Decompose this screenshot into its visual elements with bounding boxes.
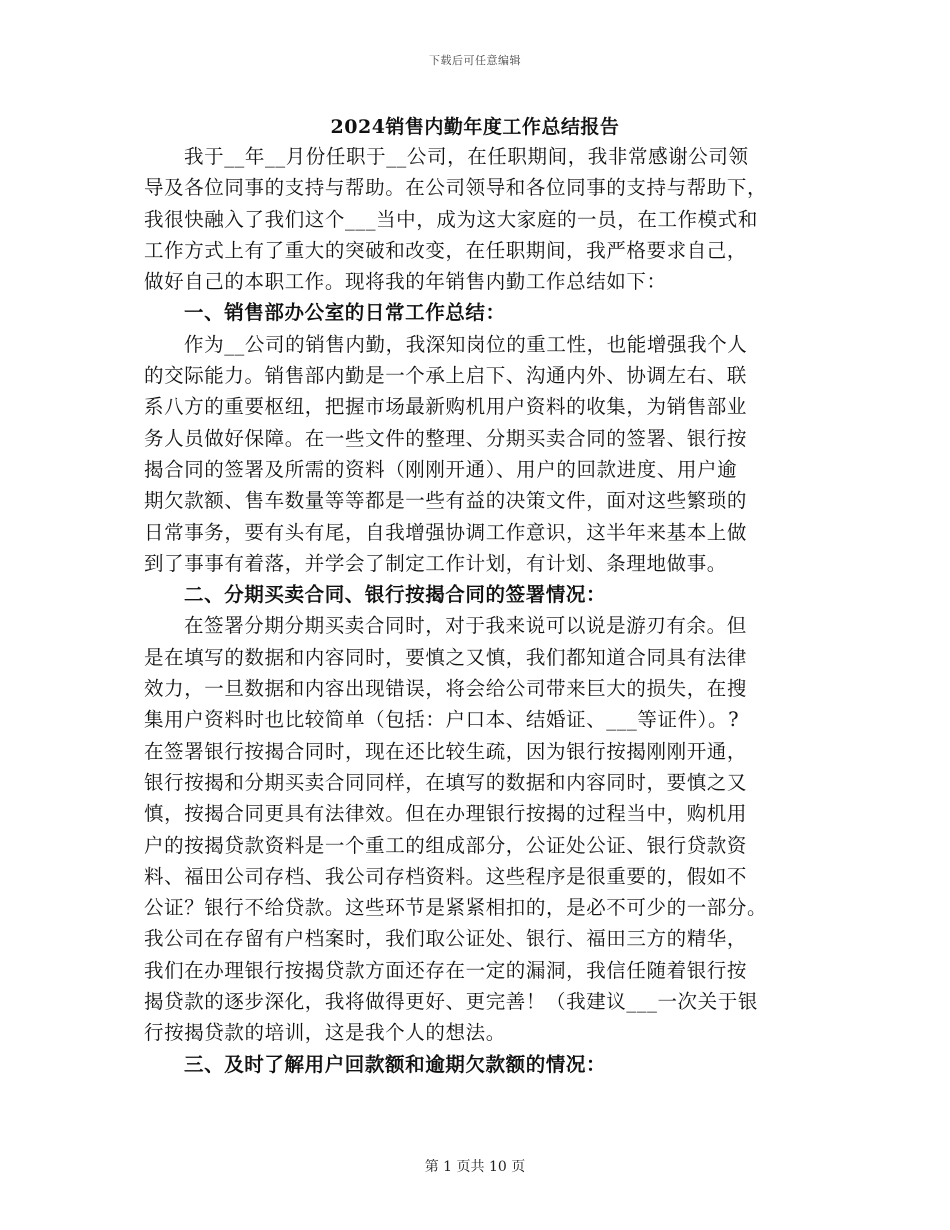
paragraph-line: 在签署分期分期买卖合同时，对于我来说可以说是游刃有余。但 xyxy=(184,614,747,638)
paragraph-line: 银行按揭和分期买卖合同同样，在填写的数据和内容同时，要慎之又 xyxy=(144,770,748,794)
paragraph-line: 料、福田公司存档、我公司存档资料。这些程序是很重要的，假如不 xyxy=(144,864,748,888)
paragraph-line: 系八方的重要枢纽，把握市场最新购机用户资料的收集，为销售部业 xyxy=(144,395,748,419)
paragraph-line: 的交际能力。销售部内勤是一个承上启下、沟通内外、协调左右、联 xyxy=(144,364,748,388)
paragraph-line: 导及各位同事的支持与帮助。在公司领导和各位同事的支持与帮助下， xyxy=(144,176,768,200)
paragraph-line: 在签署银行按揭合同时，现在还比较生疏，因为银行按揭刚刚开通， xyxy=(144,739,748,763)
section-heading: 一、销售部办公室的日常工作总结： xyxy=(184,301,506,325)
header-watermark: 下载后可任意编辑 xyxy=(429,54,521,67)
paragraph-line: 我于__年__月份任职于__公司，在任职期间，我非常感谢公司领 xyxy=(184,145,749,168)
paragraph-line: 我很快融入了我们这个___当中，成为这大家庭的一员，在工作模式和 xyxy=(144,207,758,231)
paragraph-line: 户的按揭贷款资料是一个重工的组成部分，公证处公证、银行贷款资 xyxy=(144,833,748,857)
document-title: 2024销售内勤年度工作总结报告 xyxy=(330,116,620,138)
section-heading: 三、及时了解用户回款额和逾期欠款额的情况： xyxy=(184,1052,607,1076)
paragraph-line: 慎，按揭合同更具有法律效。但在办理银行按揭的过程当中，购机用 xyxy=(144,802,748,826)
paragraph-line: 我公司在存留有户档案时，我们取公证处、银行、福田三方的精华， xyxy=(144,927,748,951)
paragraph-line: 到了事事有着落，并学会了制定工作计划，有计划、条理地做事。 xyxy=(144,551,727,575)
paragraph-line: 做好自己的本职工作。现将我的年销售内勤工作总结如下： xyxy=(144,270,667,294)
paragraph-line: 我们在办理银行按揭贷款方面还存在一定的漏洞，我信任随着银行按 xyxy=(144,958,748,982)
paragraph-line: 是在填写的数据和内容同时，要慎之又慎，我们都知道合同具有法律 xyxy=(144,645,748,669)
paragraph-line: 集用户资料时也比较简单（包括：户口本、结婚证、___等证件）。? xyxy=(144,708,740,732)
page-footer: 第 1 页共 10 页 xyxy=(424,1159,526,1175)
document-body xyxy=(144,141,812,1080)
paragraph-line: 日常事务，要有头有尾，自我增强协调工作意识，这半年来基本上做 xyxy=(144,520,748,544)
paragraph-line: 行按揭贷款的培训，这是我个人的想法。 xyxy=(144,1021,506,1045)
paragraph-line: 公证？银行不给贷款。这些环节是紧紧相扣的，是必不可少的一部分。 xyxy=(144,896,768,920)
paragraph-line: 期欠款额、售车数量等等都是一些有益的决策文件，面对这些繁琐的 xyxy=(144,489,748,513)
paragraph-line: 揭贷款的逐步深化，我将做得更好、更完善！（我建议___一次关于银 xyxy=(144,990,758,1014)
paragraph-line: 作为__公司的销售内勤，我深知岗位的重工性，也能增强我个人 xyxy=(184,332,748,356)
paragraph-line: 务人员做好保障。在一些文件的整理、分期买卖合同的签署、银行按 xyxy=(144,426,748,450)
paragraph-line: 工作方式上有了重大的突破和改变，在任职期间，我严格要求自己， xyxy=(144,238,748,262)
paragraph-line: 效力，一旦数据和内容出现错误，将会给公司带来巨大的损失，在搜 xyxy=(144,677,748,701)
paragraph-line: 揭合同的签署及所需的资料（刚刚开通）、用户的回款进度、用户逾 xyxy=(144,457,738,481)
section-heading: 二、分期买卖合同、银行按揭合同的签署情况： xyxy=(184,583,607,607)
